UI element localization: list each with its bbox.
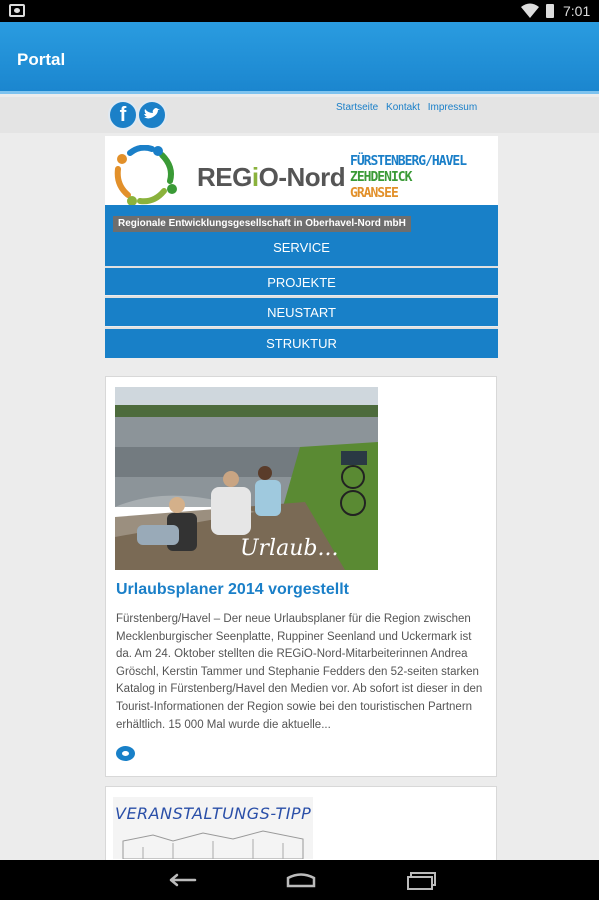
battery-icon xyxy=(546,4,554,18)
top-strip xyxy=(0,97,599,133)
clock: 7:01 xyxy=(563,3,591,19)
nav-projekte[interactable]: PROJEKTE xyxy=(105,266,498,295)
more-icon[interactable] xyxy=(116,746,135,761)
home-icon[interactable] xyxy=(284,871,318,889)
nav-neustart[interactable]: NEUSTART xyxy=(105,296,498,326)
article-card xyxy=(105,376,497,777)
site-header xyxy=(105,136,498,214)
top-links xyxy=(336,102,482,113)
logo-icon xyxy=(110,145,180,207)
event-image[interactable] xyxy=(113,797,313,859)
article-title[interactable]: Urlaubsplaner 2014 vorgestellt xyxy=(116,581,349,598)
article-body: Fürstenberg/Havel – Der neue Urlaubsplaner für die Region zwischen Mecklenburgischer Seenplatte, Ruppiner Seenland und Uckermark ist da. Am 24. Oktober stellten die REGiO-Nord-Mitarbeiterinnen Andrea Gröschl, Kerstin Tammer und Stephanie Fedders den 52-seiten starken Katalog in Fürstenberg/Havel den Medien vor. Ab sofort ist dieser in den Tourist-Informationen der Region sowie bei den touristischen Partnern erhältlich. 15 000 Mal wurde die aktuelle... xyxy=(116,613,483,731)
event-heading: VERANSTALTUNGS-TIPP xyxy=(115,804,312,823)
link-startseite[interactable]: Startseite xyxy=(336,102,379,113)
town-3: GRANSEE xyxy=(350,186,398,201)
image-caption: Urlaub... xyxy=(240,536,339,561)
town-2: ZEHDENICK xyxy=(350,170,412,185)
tagline: Regionale Entwicklungsgesellschaft in Oberhavel-Nord mbH xyxy=(113,216,411,232)
link-impressum[interactable]: Impressum xyxy=(427,102,478,113)
wifi-icon xyxy=(521,3,539,19)
nav-struktur[interactable]: STRUKTUR xyxy=(105,327,498,358)
action-bar xyxy=(0,22,599,94)
status-bar xyxy=(0,0,599,22)
twitter-icon[interactable] xyxy=(137,100,167,130)
back-icon[interactable] xyxy=(165,871,197,889)
town-1: FÜRSTENBERG/HAVEL xyxy=(350,154,467,169)
link-kontakt[interactable]: Kontakt xyxy=(386,102,420,113)
system-nav-bar xyxy=(0,860,599,900)
town-list xyxy=(350,154,466,202)
page-title: Portal xyxy=(17,50,66,69)
nav-service[interactable]: SERVICE xyxy=(105,205,498,267)
article-image[interactable] xyxy=(115,387,378,570)
recents-icon[interactable] xyxy=(405,871,439,891)
event-card xyxy=(105,786,497,866)
facebook-icon[interactable]: f xyxy=(108,100,138,130)
logo-text: REGiO-Nord xyxy=(197,162,346,192)
camera-icon xyxy=(9,4,25,17)
